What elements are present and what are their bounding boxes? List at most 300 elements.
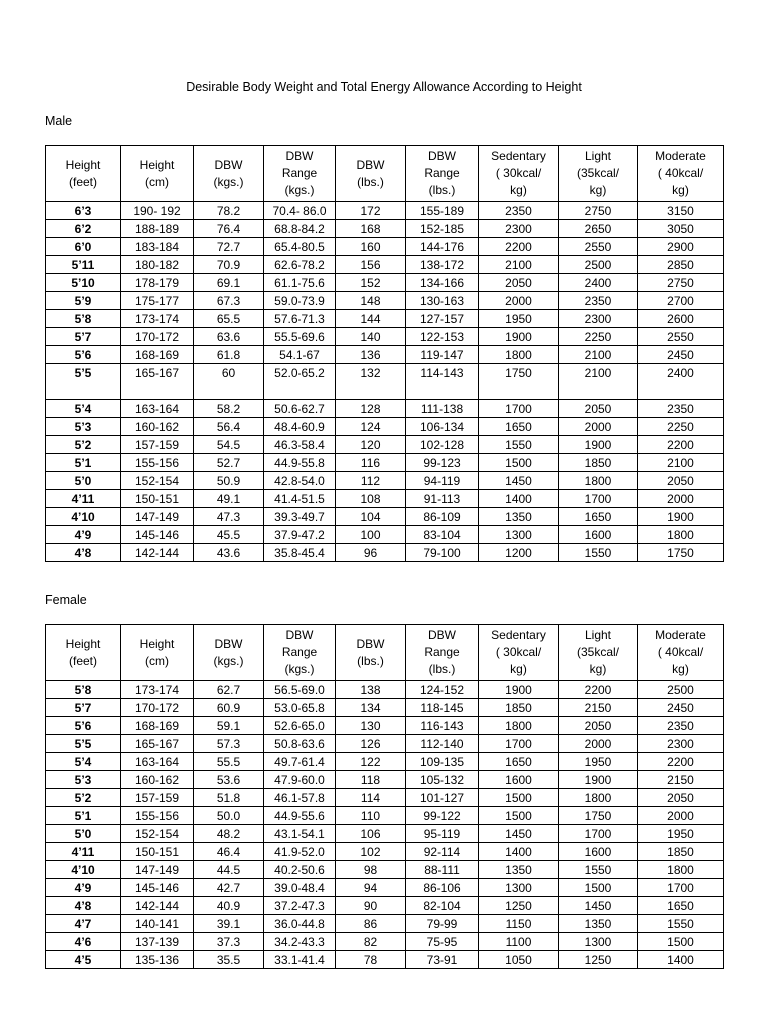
header-dbw-range-lbs — [406, 146, 479, 202]
cell-sedentary-kcal: 1550 — [479, 436, 559, 454]
cell-height-cm: 183-184 — [121, 238, 194, 256]
cell-dbw-kgs: 69.1 — [194, 274, 264, 292]
cell-light-kcal: 1850 — [559, 454, 638, 472]
cell-dbw-range-lbs: 83-104 — [406, 526, 479, 544]
cell-dbw-kgs: 50.9 — [194, 472, 264, 490]
cell-height-feet: 5’2 — [46, 436, 121, 454]
cell-dbw-lbs: 124 — [336, 418, 406, 436]
header-line: (lbs.) — [428, 183, 456, 197]
cell-dbw-lbs: 110 — [336, 807, 406, 825]
cell-dbw-lbs: 172 — [336, 202, 406, 220]
cell-sedentary-kcal: 1650 — [479, 418, 559, 436]
cell-height-feet: 6’0 — [46, 238, 121, 256]
cell-dbw-lbs: 138 — [336, 681, 406, 699]
header-dbw-kgs — [194, 146, 264, 202]
cell-dbw-lbs: 114 — [336, 789, 406, 807]
cell-light-kcal: 2200 — [559, 681, 638, 699]
cell-dbw-range-kgs: 52.0-65.2 — [264, 364, 336, 400]
cell-dbw-lbs: 96 — [336, 544, 406, 562]
cell-moderate-kcal: 2400 — [638, 364, 724, 400]
cell-light-kcal: 1350 — [559, 915, 638, 933]
header-dbw-range-kgs — [264, 146, 336, 202]
cell-dbw-kgs: 76.4 — [194, 220, 264, 238]
header-dbw-kgs — [194, 625, 264, 681]
cell-light-kcal: 2400 — [559, 274, 638, 292]
cell-height-feet: 5’6 — [46, 717, 121, 735]
cell-dbw-range-lbs: 88-111 — [406, 861, 479, 879]
cell-light-kcal: 1900 — [559, 436, 638, 454]
cell-height-cm: 145-146 — [121, 879, 194, 897]
cell-sedentary-kcal: 2050 — [479, 274, 559, 292]
cell-sedentary-kcal: 2300 — [479, 220, 559, 238]
cell-height-cm: 165-167 — [121, 364, 194, 400]
cell-dbw-range-lbs: 86-106 — [406, 879, 479, 897]
male-section-label: Male — [45, 114, 73, 128]
header-line: (feet) — [68, 653, 97, 668]
cell-height-feet: 5’1 — [46, 454, 121, 472]
cell-dbw-kgs: 58.2 — [194, 400, 264, 418]
cell-light-kcal: 1450 — [559, 897, 638, 915]
cell-dbw-kgs: 53.6 — [194, 771, 264, 789]
cell-sedentary-kcal: 1700 — [479, 735, 559, 753]
cell-height-feet: 5’7 — [46, 328, 121, 346]
cell-moderate-kcal: 2550 — [638, 328, 724, 346]
cell-dbw-kgs: 61.8 — [194, 346, 264, 364]
cell-height-cm: 168-169 — [121, 346, 194, 364]
cell-dbw-range-lbs: 111-138 — [406, 400, 479, 418]
cell-sedentary-kcal: 1050 — [479, 951, 559, 969]
cell-height-cm: 147-149 — [121, 861, 194, 879]
cell-dbw-lbs: 118 — [336, 771, 406, 789]
cell-sedentary-kcal: 2100 — [479, 256, 559, 274]
table-row — [46, 843, 724, 861]
cell-light-kcal: 2050 — [559, 400, 638, 418]
cell-dbw-range-lbs: 134-166 — [406, 274, 479, 292]
table-row — [46, 418, 724, 436]
cell-dbw-kgs: 60 — [194, 364, 264, 400]
table-row — [46, 789, 724, 807]
cell-dbw-kgs: 70.9 — [194, 256, 264, 274]
cell-height-cm: 173-174 — [121, 681, 194, 699]
cell-height-cm: 155-156 — [121, 454, 194, 472]
cell-dbw-kgs: 43.6 — [194, 544, 264, 562]
header-sedentary-kcal — [479, 146, 559, 202]
cell-dbw-range-kgs: 46.3-58.4 — [264, 436, 336, 454]
table-row — [46, 436, 724, 454]
cell-sedentary-kcal: 2000 — [479, 292, 559, 310]
header-height-cm — [121, 146, 194, 202]
cell-moderate-kcal: 1900 — [638, 508, 724, 526]
cell-dbw-kgs: 63.6 — [194, 328, 264, 346]
header-line: Height — [65, 636, 101, 651]
header-moderate-kcal — [638, 625, 724, 681]
cell-dbw-kgs: 57.3 — [194, 735, 264, 753]
table-row — [46, 861, 724, 879]
table-row — [46, 526, 724, 544]
header-line: kg) — [589, 662, 607, 676]
header-line: Moderate — [655, 149, 706, 163]
cell-dbw-kgs: 49.1 — [194, 490, 264, 508]
cell-moderate-kcal: 3150 — [638, 202, 724, 220]
cell-light-kcal: 2100 — [559, 346, 638, 364]
cell-moderate-kcal: 2450 — [638, 346, 724, 364]
cell-moderate-kcal: 1650 — [638, 897, 724, 915]
cell-dbw-kgs: 51.8 — [194, 789, 264, 807]
cell-height-cm: 150-151 — [121, 843, 194, 861]
cell-sedentary-kcal: 1500 — [479, 789, 559, 807]
cell-dbw-range-lbs: 130-163 — [406, 292, 479, 310]
cell-dbw-lbs: 116 — [336, 454, 406, 472]
header-line: Range — [281, 166, 318, 180]
cell-light-kcal: 2100 — [559, 364, 638, 400]
table-row — [46, 346, 724, 364]
header-line: DBW — [428, 149, 456, 163]
cell-light-kcal: 2150 — [559, 699, 638, 717]
cell-height-feet: 5’7 — [46, 699, 121, 717]
cell-dbw-range-lbs: 105-132 — [406, 771, 479, 789]
cell-moderate-kcal: 2750 — [638, 274, 724, 292]
cell-moderate-kcal: 1850 — [638, 843, 724, 861]
cell-dbw-kgs: 50.0 — [194, 807, 264, 825]
table-row — [46, 753, 724, 771]
table-row — [46, 717, 724, 735]
cell-height-feet: 5’1 — [46, 807, 121, 825]
cell-height-feet: 4’8 — [46, 544, 121, 562]
cell-height-cm: 175-177 — [121, 292, 194, 310]
cell-dbw-range-kgs: 59.0-73.9 — [264, 292, 336, 310]
cell-dbw-kgs: 78.2 — [194, 202, 264, 220]
cell-height-feet: 5’0 — [46, 825, 121, 843]
cell-height-feet: 5’3 — [46, 771, 121, 789]
cell-dbw-kgs: 62.7 — [194, 681, 264, 699]
table-row — [46, 310, 724, 328]
header-line: DBW — [214, 157, 243, 172]
cell-dbw-range-lbs: 109-135 — [406, 753, 479, 771]
cell-dbw-range-lbs: 79-100 — [406, 544, 479, 562]
header-line: kg) — [589, 183, 607, 197]
header-line: kg) — [672, 662, 689, 676]
cell-sedentary-kcal: 1450 — [479, 472, 559, 490]
cell-dbw-kgs: 39.1 — [194, 915, 264, 933]
cell-light-kcal: 2250 — [559, 328, 638, 346]
cell-height-feet: 5’2 — [46, 789, 121, 807]
header-height-cm — [121, 625, 194, 681]
header-line: ( 30kcal/ — [495, 645, 542, 659]
cell-dbw-kgs: 72.7 — [194, 238, 264, 256]
cell-moderate-kcal: 1400 — [638, 951, 724, 969]
cell-dbw-range-kgs: 56.5-69.0 — [264, 681, 336, 699]
cell-dbw-range-lbs: 127-157 — [406, 310, 479, 328]
cell-height-feet: 4’7 — [46, 915, 121, 933]
cell-height-cm: 142-144 — [121, 544, 194, 562]
cell-light-kcal: 1600 — [559, 843, 638, 861]
cell-light-kcal: 1600 — [559, 526, 638, 544]
cell-dbw-kgs: 44.5 — [194, 861, 264, 879]
cell-moderate-kcal: 2000 — [638, 490, 724, 508]
cell-dbw-range-lbs: 75-95 — [406, 933, 479, 951]
header-line: Height — [139, 157, 175, 172]
cell-dbw-range-kgs: 41.4-51.5 — [264, 490, 336, 508]
cell-height-cm: 190- 192 — [121, 202, 194, 220]
header-height-feet — [46, 625, 121, 681]
table-row — [46, 879, 724, 897]
cell-dbw-range-kgs: 50.6-62.7 — [264, 400, 336, 418]
cell-height-cm: 168-169 — [121, 717, 194, 735]
cell-sedentary-kcal: 1850 — [479, 699, 559, 717]
cell-dbw-range-lbs: 91-113 — [406, 490, 479, 508]
cell-height-feet: 5’4 — [46, 753, 121, 771]
cell-dbw-kgs: 54.5 — [194, 436, 264, 454]
cell-dbw-lbs: 122 — [336, 753, 406, 771]
cell-sedentary-kcal: 1800 — [479, 346, 559, 364]
male-weight-table — [45, 145, 724, 562]
cell-height-cm: 188-189 — [121, 220, 194, 238]
cell-height-feet: 5’5 — [46, 735, 121, 753]
cell-dbw-kgs: 59.1 — [194, 717, 264, 735]
cell-light-kcal: 1550 — [559, 861, 638, 879]
cell-height-cm: 157-159 — [121, 789, 194, 807]
cell-dbw-range-lbs: 95-119 — [406, 825, 479, 843]
cell-height-feet: 6’2 — [46, 220, 121, 238]
cell-moderate-kcal: 2050 — [638, 789, 724, 807]
cell-dbw-range-lbs: 144-176 — [406, 238, 479, 256]
cell-moderate-kcal: 1500 — [638, 933, 724, 951]
cell-height-feet: 5’4 — [46, 400, 121, 418]
cell-dbw-lbs: 130 — [336, 717, 406, 735]
cell-height-cm: 152-154 — [121, 825, 194, 843]
cell-dbw-lbs: 140 — [336, 328, 406, 346]
cell-height-cm: 160-162 — [121, 771, 194, 789]
cell-dbw-lbs: 104 — [336, 508, 406, 526]
cell-sedentary-kcal: 1300 — [479, 879, 559, 897]
cell-dbw-range-lbs: 114-143 — [406, 364, 479, 400]
cell-dbw-range-lbs: 138-172 — [406, 256, 479, 274]
cell-dbw-lbs: 106 — [336, 825, 406, 843]
cell-moderate-kcal: 2150 — [638, 771, 724, 789]
cell-dbw-kgs: 47.3 — [194, 508, 264, 526]
header-line: (lbs.) — [357, 174, 384, 189]
header-line: (cm) — [145, 653, 169, 668]
cell-light-kcal: 2050 — [559, 717, 638, 735]
table-row — [46, 735, 724, 753]
header-line: Height — [65, 157, 101, 172]
header-line: (lbs.) — [357, 653, 384, 668]
cell-sedentary-kcal: 1900 — [479, 681, 559, 699]
header-dbw-range-lbs — [406, 625, 479, 681]
header-line: Moderate — [655, 628, 706, 642]
cell-dbw-lbs: 128 — [336, 400, 406, 418]
cell-sedentary-kcal: 1100 — [479, 933, 559, 951]
cell-dbw-range-kgs: 42.8-54.0 — [264, 472, 336, 490]
cell-dbw-range-kgs: 68.8-84.2 — [264, 220, 336, 238]
cell-height-feet: 5’11 — [46, 256, 121, 274]
table-row — [46, 771, 724, 789]
header-line: (lbs.) — [428, 662, 456, 676]
cell-dbw-kgs: 46.4 — [194, 843, 264, 861]
cell-dbw-range-lbs: 79-99 — [406, 915, 479, 933]
cell-dbw-range-kgs: 40.2-50.6 — [264, 861, 336, 879]
header-line: DBW — [285, 149, 314, 163]
cell-dbw-range-kgs: 48.4-60.9 — [264, 418, 336, 436]
header-line: Sedentary — [491, 149, 546, 163]
cell-dbw-kgs: 48.2 — [194, 825, 264, 843]
cell-dbw-kgs: 67.3 — [194, 292, 264, 310]
cell-height-cm: 170-172 — [121, 328, 194, 346]
table-header-row — [46, 146, 724, 202]
header-line: Height — [139, 636, 175, 651]
header-line: DBW — [428, 628, 456, 642]
cell-moderate-kcal: 2100 — [638, 454, 724, 472]
cell-dbw-range-lbs: 99-122 — [406, 807, 479, 825]
cell-light-kcal: 1800 — [559, 789, 638, 807]
cell-sedentary-kcal: 1600 — [479, 771, 559, 789]
cell-dbw-range-kgs: 47.9-60.0 — [264, 771, 336, 789]
cell-sedentary-kcal: 1200 — [479, 544, 559, 562]
cell-sedentary-kcal: 2350 — [479, 202, 559, 220]
cell-dbw-kgs: 37.3 — [194, 933, 264, 951]
table-row — [46, 220, 724, 238]
cell-dbw-range-lbs: 99-123 — [406, 454, 479, 472]
table-header-row — [46, 625, 724, 681]
header-line: kg) — [510, 662, 527, 676]
cell-dbw-range-lbs: 124-152 — [406, 681, 479, 699]
cell-light-kcal: 2550 — [559, 238, 638, 256]
cell-dbw-range-lbs: 102-128 — [406, 436, 479, 454]
cell-light-kcal: 1800 — [559, 472, 638, 490]
cell-height-cm: 178-179 — [121, 274, 194, 292]
cell-height-cm: 135-136 — [121, 951, 194, 969]
cell-height-feet: 6’3 — [46, 202, 121, 220]
cell-height-cm: 173-174 — [121, 310, 194, 328]
cell-height-feet: 4’5 — [46, 951, 121, 969]
cell-sedentary-kcal: 1700 — [479, 400, 559, 418]
cell-dbw-range-kgs: 62.6-78.2 — [264, 256, 336, 274]
header-line: Sedentary — [491, 628, 546, 642]
cell-height-feet: 4’6 — [46, 933, 121, 951]
cell-light-kcal: 2750 — [559, 202, 638, 220]
cell-light-kcal: 1700 — [559, 825, 638, 843]
cell-height-cm: 170-172 — [121, 699, 194, 717]
cell-dbw-range-kgs: 43.1-54.1 — [264, 825, 336, 843]
cell-dbw-kgs: 42.7 — [194, 879, 264, 897]
cell-dbw-range-lbs: 122-153 — [406, 328, 479, 346]
table-row — [46, 274, 724, 292]
cell-dbw-lbs: 136 — [336, 346, 406, 364]
table-row — [46, 256, 724, 274]
table-row — [46, 364, 724, 400]
cell-dbw-range-lbs: 106-134 — [406, 418, 479, 436]
cell-height-feet: 4’10 — [46, 861, 121, 879]
cell-moderate-kcal: 2850 — [638, 256, 724, 274]
table-row — [46, 897, 724, 915]
cell-dbw-lbs: 98 — [336, 861, 406, 879]
cell-sedentary-kcal: 1750 — [479, 364, 559, 400]
cell-dbw-lbs: 168 — [336, 220, 406, 238]
cell-dbw-kgs: 40.9 — [194, 897, 264, 915]
cell-light-kcal: 1700 — [559, 490, 638, 508]
cell-dbw-lbs: 120 — [336, 436, 406, 454]
cell-height-feet: 4’9 — [46, 526, 121, 544]
cell-sedentary-kcal: 2200 — [479, 238, 559, 256]
cell-dbw-range-lbs: 118-145 — [406, 699, 479, 717]
header-line: Range — [424, 645, 460, 659]
cell-dbw-range-kgs: 49.7-61.4 — [264, 753, 336, 771]
cell-dbw-kgs: 60.9 — [194, 699, 264, 717]
cell-dbw-lbs: 160 — [336, 238, 406, 256]
cell-light-kcal: 2350 — [559, 292, 638, 310]
cell-height-cm: 160-162 — [121, 418, 194, 436]
table-row — [46, 238, 724, 256]
cell-height-cm: 155-156 — [121, 807, 194, 825]
cell-dbw-lbs: 94 — [336, 879, 406, 897]
cell-dbw-range-kgs: 46.1-57.8 — [264, 789, 336, 807]
cell-light-kcal: 1750 — [559, 807, 638, 825]
cell-height-feet: 5’10 — [46, 274, 121, 292]
cell-dbw-range-lbs: 119-147 — [406, 346, 479, 364]
cell-dbw-range-kgs: 37.2-47.3 — [264, 897, 336, 915]
header-line: (kgs.) — [284, 662, 315, 676]
cell-height-feet: 4’11 — [46, 843, 121, 861]
cell-height-feet: 5’3 — [46, 418, 121, 436]
cell-dbw-range-kgs: 34.2-43.3 — [264, 933, 336, 951]
table-row — [46, 328, 724, 346]
female-section-label: Female — [45, 593, 87, 607]
header-dbw-lbs — [336, 146, 406, 202]
cell-moderate-kcal: 2600 — [638, 310, 724, 328]
cell-moderate-kcal: 2350 — [638, 717, 724, 735]
header-line: ( 40kcal/ — [657, 645, 704, 659]
cell-dbw-kgs: 55.5 — [194, 753, 264, 771]
cell-dbw-range-kgs: 70.4- 86.0 — [264, 202, 336, 220]
cell-dbw-kgs: 45.5 — [194, 526, 264, 544]
header-line: (kgs.) — [284, 183, 315, 197]
cell-dbw-lbs: 126 — [336, 735, 406, 753]
cell-light-kcal: 2650 — [559, 220, 638, 238]
cell-height-cm: 150-151 — [121, 490, 194, 508]
cell-moderate-kcal: 2700 — [638, 292, 724, 310]
header-line: (35kcal/ — [576, 166, 620, 180]
cell-dbw-lbs: 86 — [336, 915, 406, 933]
table-row — [46, 472, 724, 490]
cell-height-feet: 5’5 — [46, 364, 121, 400]
header-dbw-lbs — [336, 625, 406, 681]
cell-dbw-kgs: 56.4 — [194, 418, 264, 436]
header-line: ( 30kcal/ — [495, 166, 542, 180]
cell-dbw-kgs: 65.5 — [194, 310, 264, 328]
cell-moderate-kcal: 1800 — [638, 861, 724, 879]
cell-sedentary-kcal: 1300 — [479, 526, 559, 544]
cell-dbw-range-kgs: 57.6-71.3 — [264, 310, 336, 328]
header-dbw-range-kgs — [264, 625, 336, 681]
cell-light-kcal: 1650 — [559, 508, 638, 526]
cell-dbw-lbs: 100 — [336, 526, 406, 544]
cell-light-kcal: 2000 — [559, 735, 638, 753]
cell-moderate-kcal: 2200 — [638, 436, 724, 454]
cell-dbw-lbs: 82 — [336, 933, 406, 951]
cell-light-kcal: 1550 — [559, 544, 638, 562]
header-line: DBW — [214, 636, 243, 651]
cell-light-kcal: 2500 — [559, 256, 638, 274]
header-light-kcal — [559, 146, 638, 202]
cell-height-feet: 5’0 — [46, 472, 121, 490]
cell-moderate-kcal: 2050 — [638, 472, 724, 490]
page-title: Desirable Body Weight and Total Energy Allowance According to Height — [186, 80, 582, 94]
female-weight-table — [45, 624, 724, 969]
cell-height-feet: 5’8 — [46, 681, 121, 699]
cell-dbw-range-kgs: 36.0-44.8 — [264, 915, 336, 933]
cell-sedentary-kcal: 1350 — [479, 861, 559, 879]
cell-height-cm: 137-139 — [121, 933, 194, 951]
